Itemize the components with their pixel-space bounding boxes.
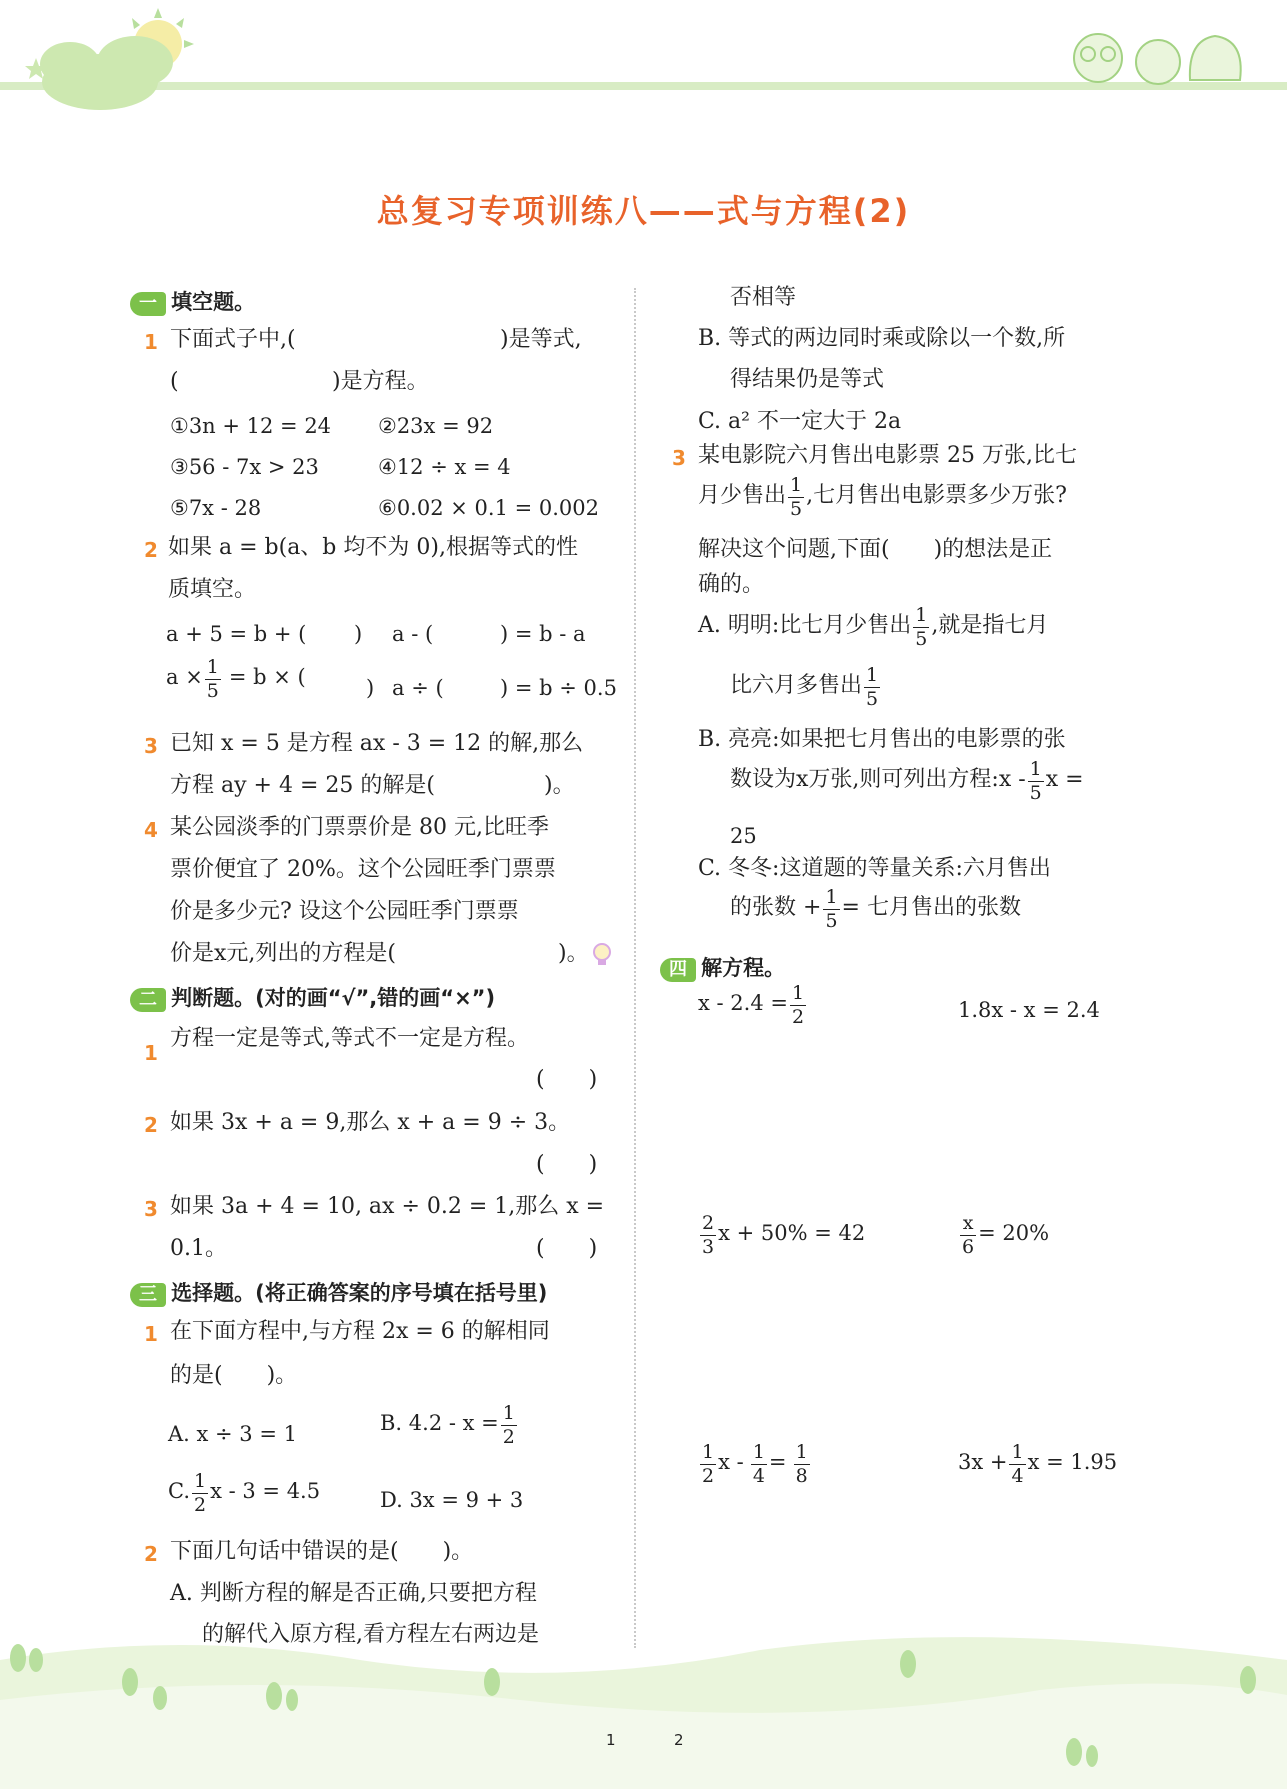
- question-text: 下面几句话中错误的是( )。: [170, 1539, 474, 1564]
- question-number: 3: [144, 1197, 158, 1221]
- lightbulb-icon: [592, 942, 612, 968]
- answer-blank[interactable]: ( ): [536, 1152, 598, 1177]
- fraction: $\frac{1}{4}$: [752, 1441, 765, 1487]
- question-text: 0.1。: [170, 1236, 227, 1261]
- fraction: $\frac{x}{6}$: [962, 1212, 975, 1258]
- section-multiple-choice: [130, 1277, 547, 1307]
- fraction: $\frac{1}{5}$: [206, 656, 219, 702]
- fraction: $\frac{1}{4}$: [1011, 1441, 1024, 1487]
- question-number: 3: [144, 734, 158, 758]
- equation-blank: ) = b - a: [500, 622, 586, 646]
- choice-a: 比六月多售出 $\frac{1}{5}$: [730, 664, 879, 710]
- question-text: 确的。: [698, 572, 765, 597]
- equation: x - 2.4 = $\frac{1}{2}$: [698, 982, 805, 1028]
- footer-decoration: [0, 1620, 1287, 1789]
- question-text: )是等式,: [500, 327, 582, 352]
- choice-b: 25: [730, 824, 757, 848]
- choice-c: C. 冬冬:这道题的等量关系:六月售出: [698, 856, 1051, 881]
- choice-d: D. 3x = 9 + 3: [380, 1488, 524, 1512]
- section-true-false: [130, 982, 495, 1012]
- equation: $\frac{2}{3}$ x + 50% = 42: [702, 1212, 866, 1258]
- fraction: $\frac{1}{2}$: [791, 982, 805, 1028]
- question-text: )。: [558, 941, 589, 966]
- fraction: $\frac{2}{3}$: [702, 1212, 715, 1258]
- choice-a: 的解代入原方程,看方程左右两边是: [202, 1622, 539, 1647]
- option-item: ①3n + 12 = 24: [170, 414, 332, 438]
- choice-b: 数设为x万张,则可列出方程:x - $\frac{1}{5}$ x =: [730, 758, 1084, 804]
- question-text: )是方程。: [332, 369, 429, 394]
- choice-a: A. 判断方程的解是否正确,只要把方程: [170, 1581, 537, 1606]
- section-label: 判断题。(对的画“√”,错的画“×”): [171, 986, 496, 1010]
- question-text: 的是( )。: [170, 1363, 298, 1388]
- section-badge: 二: [130, 988, 166, 1012]
- equation-blank: ): [366, 676, 375, 700]
- header-band: [0, 82, 1287, 90]
- choice-b: B. 亮亮:如果把七月售出的电影票的张: [698, 727, 1066, 752]
- fraction: $\frac{1}{2}$: [702, 1441, 715, 1487]
- fraction: $\frac{1}{2}$: [194, 1470, 207, 1516]
- question-number: 1: [144, 1322, 158, 1346]
- question-text: )。: [544, 773, 575, 798]
- question-text: 方程一定是等式,等式不一定是方程。: [170, 1026, 529, 1051]
- cloud-icon: [40, 36, 173, 110]
- section-solve-equations: [660, 952, 785, 982]
- choice-b: B. 等式的两边同时乘或除以一个数,所: [698, 326, 1066, 351]
- equation: 1.8x - x = 2.4: [958, 998, 1100, 1022]
- question-number: 2: [144, 1113, 158, 1137]
- question-text: (: [170, 369, 179, 394]
- question-number: 1: [144, 1041, 158, 1065]
- answer-blank[interactable]: ( ): [536, 1236, 598, 1261]
- equation: $\frac{x}{6}$ = 20%: [962, 1212, 1050, 1258]
- option-item: ⑥0.02 × 0.1 = 0.002: [378, 496, 599, 520]
- section-badge: 一: [130, 292, 166, 316]
- question-text: 价是x元,列出的方程是(: [170, 941, 396, 966]
- question-text: 某公园淡季的门票票价是 80 元,比旺季: [170, 815, 549, 840]
- page-number-right: 2: [674, 1731, 684, 1749]
- equation-blank: a - (: [392, 622, 434, 646]
- page-title: 总复习专项训练八——式与方程(2): [376, 192, 911, 230]
- question-text: 月少售出 $\frac{1}{5}$ ,七月售出电影票多少万张?: [698, 474, 1067, 520]
- section-label: 解方程。: [701, 956, 786, 980]
- choice-b: B. 4.2 - x = $\frac{1}{2}$: [380, 1402, 515, 1448]
- option-item: ③56 - 7x > 23: [170, 455, 319, 479]
- question-text: 票价便宜了 20%。这个公园旺季门票票: [170, 857, 556, 882]
- question-text: 在下面方程中,与方程 2x = 6 的解相同: [170, 1319, 550, 1344]
- column-divider: [634, 288, 636, 1648]
- fraction: $\frac{1}{8}$: [795, 1441, 808, 1487]
- equation-blank: ): [354, 622, 363, 646]
- question-text: 如果 3a + 4 = 10, ax ÷ 0.2 = 1,那么 x =: [170, 1194, 605, 1219]
- fraction: $\frac{1}{5}$: [1029, 758, 1042, 804]
- choice-b: 得结果仍是等式: [730, 367, 885, 392]
- question-number: 2: [144, 538, 158, 562]
- section-badge: 四: [660, 958, 696, 982]
- question-text: 如果 a = b(a、b 均不为 0),根据等式的性: [168, 535, 578, 560]
- equation-blank: a + 5 = b + (: [166, 622, 307, 646]
- option-item: ⑤7x - 28: [170, 496, 262, 520]
- question-number: 4: [144, 818, 158, 842]
- equation-blank: a ÷ (: [392, 676, 444, 700]
- equation: 3x + $\frac{1}{4}$ x = 1.95: [958, 1441, 1118, 1487]
- choice-a: A. 明明:比七月少售出 $\frac{1}{5}$ ,就是指七月: [698, 604, 1049, 650]
- fraction: $\frac{1}{2}$: [502, 1402, 515, 1448]
- fraction: $\frac{1}{5}$: [866, 664, 879, 710]
- question-text: 价是多少元? 设这个公园旺季门票票: [170, 899, 519, 924]
- question-text: 已知 x = 5 是方程 ax - 3 = 12 的解,那么: [170, 731, 584, 756]
- section-fill-blank: [130, 286, 255, 316]
- page-number-left: 1: [606, 1731, 616, 1749]
- option-item: ②23x = 92: [378, 414, 494, 438]
- header-decoration: [0, 0, 1287, 120]
- question-text: 方程 ay + 4 = 25 的解是(: [170, 773, 435, 798]
- fraction: $\frac{1}{5}$: [790, 474, 803, 520]
- choice-a: 否相等: [730, 285, 797, 310]
- section-label: 选择题。(将正确答案的序号填在括号里): [171, 1281, 548, 1305]
- question-number: 2: [144, 1542, 158, 1566]
- question-number: 1: [144, 330, 158, 354]
- question-text: 质填空。: [168, 577, 257, 602]
- equation-blank: ) = b ÷ 0.5: [500, 676, 617, 700]
- choice-c: 的张数 + $\frac{1}{5}$ = 七月售出的张数: [730, 886, 1021, 932]
- choice-c: C. a² 不一定大于 2a: [698, 409, 902, 434]
- question-text: 如果 3x + a = 9,那么 x + a = 9 ÷ 3。: [170, 1110, 571, 1135]
- option-item: ④12 ÷ x = 4: [378, 455, 511, 479]
- question-text: 解决这个问题,下面( )的想法是正: [698, 537, 1053, 562]
- question-number: 3: [672, 446, 686, 470]
- section-badge: 三: [130, 1283, 166, 1307]
- equation-blank: a × $\frac{1}{5}$ = b × (: [166, 656, 306, 702]
- answer-blank[interactable]: ( ): [536, 1067, 598, 1092]
- choice-a: A. x ÷ 3 = 1: [168, 1422, 297, 1446]
- equation: $\frac{1}{2}$ x - $\frac{1}{4}$ = $\frac{1}{8}$: [702, 1441, 808, 1487]
- question-text: 某电影院六月售出电影票 25 万张,比七: [698, 443, 1077, 468]
- question-text: 下面式子中,(: [170, 327, 296, 352]
- fraction: $\frac{1}{5}$: [825, 886, 838, 932]
- animal-icon: [1074, 34, 1241, 84]
- section-label: 填空题。: [171, 290, 256, 314]
- choice-c: C. $\frac{1}{2}$ x - 3 = 4.5: [168, 1470, 321, 1516]
- fraction: $\frac{1}{5}$: [915, 604, 928, 650]
